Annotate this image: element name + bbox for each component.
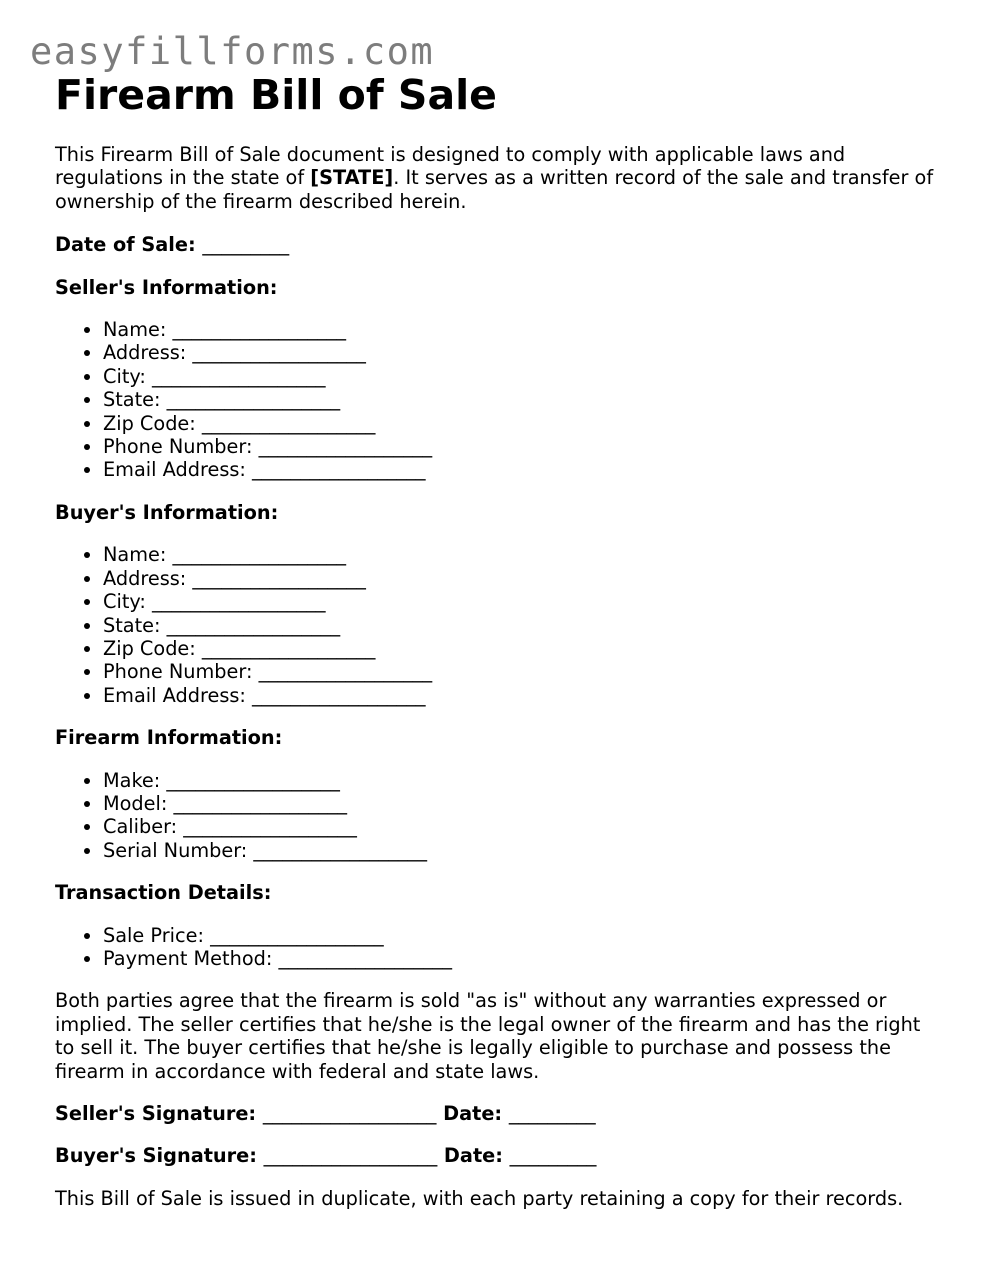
list-item: • Payment Method: __________________ — [103, 947, 935, 970]
list-item: • City: __________________ — [103, 365, 935, 388]
list-item: • Address: __________________ — [103, 567, 935, 590]
list-item: • Sale Price: __________________ — [103, 924, 935, 947]
firearm-heading: Firearm Information: — [55, 726, 283, 750]
list-item: • Phone Number: __________________ — [103, 435, 935, 458]
list-item: • Model: __________________ — [103, 792, 935, 815]
date-of-sale-blank: _________ — [202, 233, 290, 257]
seller-heading: Seller's Information: — [55, 275, 278, 299]
intro-state-placeholder: [STATE] — [310, 166, 394, 190]
seller-signature-blank: __________________ — [262, 1102, 437, 1125]
date-of-sale — [55, 233, 935, 256]
intro-text-before: This Firearm Bill of Sale document is designed to comply with applicable laws and regulations in the state of — [55, 143, 846, 190]
watermark: easyfillforms.com — [30, 30, 435, 73]
list-item: • Serial Number: __________________ — [103, 839, 935, 862]
intro-paragraph — [55, 143, 935, 213]
date-of-sale-label: Date of Sale: — [55, 233, 196, 257]
seller-list — [55, 318, 935, 482]
buyer-list — [55, 543, 935, 707]
list-item: • Name: __________________ — [103, 543, 935, 566]
list-item: • State: __________________ — [103, 388, 935, 411]
buyer-date-label: Date: — [443, 1144, 503, 1168]
buyer-date-blank: _________ — [509, 1144, 597, 1168]
list-item: • Email Address: __________________ — [103, 458, 935, 481]
list-item: • Email Address: __________________ — [103, 684, 935, 707]
list-item: • Phone Number: __________________ — [103, 660, 935, 683]
transaction-heading: Transaction Details: — [55, 881, 272, 905]
list-item: • State: __________________ — [103, 614, 935, 637]
list-item: • Zip Code: __________________ — [103, 637, 935, 660]
seller-signature-line — [55, 1102, 935, 1125]
list-item: • Zip Code: __________________ — [103, 412, 935, 435]
buyer-signature-blank: __________________ — [263, 1144, 438, 1168]
buyer-signature-line — [55, 1144, 935, 1167]
intro-text-after: . It serves as a written record of the sale and transfer of ownership of the firearm described herein. — [55, 166, 934, 213]
page-title: Firearm Bill of Sale — [55, 71, 497, 119]
seller-date-blank: _________ — [508, 1102, 596, 1125]
list-item: • Name: __________________ — [103, 318, 935, 341]
buyer-signature-label: Buyer's Signature: — [55, 1144, 257, 1168]
seller-signature-label: Seller's Signature: — [55, 1102, 257, 1125]
closing-paragraph: This Bill of Sale is issued in duplicate, with each party retaining a copy for their records. — [55, 1186, 904, 1210]
firearm-list — [55, 769, 935, 863]
list-item: • Caliber: __________________ — [103, 815, 935, 838]
list-item: • City: __________________ — [103, 590, 935, 613]
list-item: • Address: __________________ — [103, 341, 935, 364]
buyer-heading: Buyer's Information: — [55, 500, 279, 524]
document-page — [55, 70, 935, 1210]
transaction-list — [55, 924, 935, 971]
seller-date-label: Date: — [443, 1102, 503, 1125]
terms-paragraph: Both parties agree that the firearm is sold "as is" without any warranties expressed or implied. The seller certifies that he/she is the legal owner of the firearm and has the right to sell it. The buyer certifies that he/she is legally eligible to purchase and possess the firearm in accordance with federal and state laws. — [55, 989, 921, 1083]
list-item: • Make: __________________ — [103, 769, 935, 792]
